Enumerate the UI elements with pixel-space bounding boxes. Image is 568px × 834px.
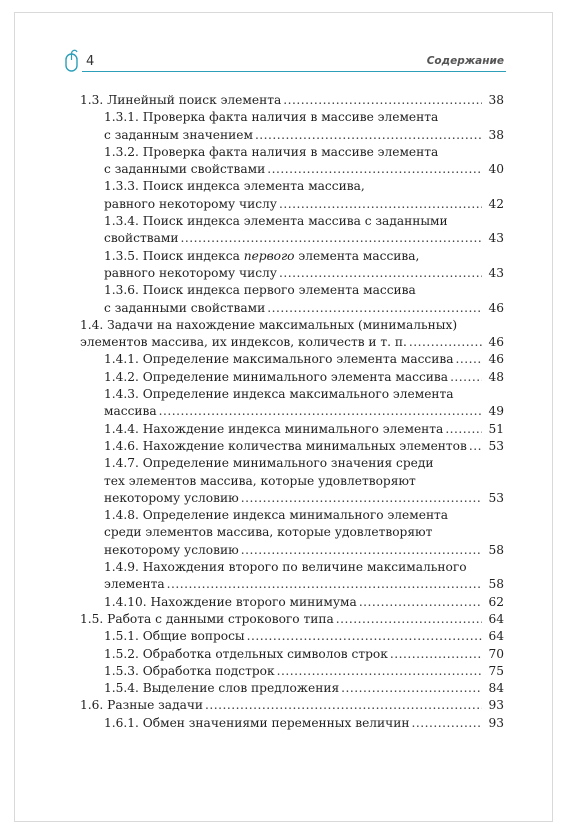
toc-entry[interactable] (80, 178, 504, 213)
dot-leader (205, 697, 482, 714)
toc-entry[interactable] (80, 680, 504, 697)
toc-entry-title: равного некоторому числу (104, 265, 277, 280)
toc-entry-last-line (80, 334, 504, 351)
table-of-contents (80, 92, 504, 732)
toc-entry-last-line (104, 542, 504, 559)
toc-entry-line: 1.3.1. Проверка факта наличия в массиве элемента (104, 110, 439, 125)
mouse-icon (62, 48, 82, 74)
toc-entry-title: 1.6. Разные задачи (80, 698, 204, 713)
dot-leader (469, 438, 482, 455)
header-rule (82, 71, 506, 72)
toc-entry-title: 1.5. Работа с данными строкового типа (80, 611, 334, 626)
toc-entry-line: 1.4.8. Определение индекса минимального элемента (104, 508, 449, 523)
toc-entry-line: среди элементов массива, которые удовлетворяют (104, 525, 433, 540)
toc-entry-title: 1.5.3. Обработка подстрок (104, 663, 275, 678)
toc-entry-last-line (104, 369, 504, 386)
dot-leader (279, 196, 482, 213)
toc-entry[interactable] (80, 248, 504, 283)
toc-entry[interactable] (80, 715, 504, 732)
toc-entry[interactable] (80, 351, 504, 368)
toc-entry-line: 1.3.5. Поиск индекса первого элемента массива, (104, 248, 420, 263)
toc-entry[interactable] (80, 628, 504, 645)
toc-page-number: 51 (488, 421, 504, 436)
toc-page-number: 43 (488, 265, 504, 280)
dot-leader (283, 92, 482, 109)
dot-leader (267, 161, 482, 178)
toc-page-number: 64 (488, 611, 504, 626)
running-header-title: Содержание (426, 55, 504, 67)
toc-entry-title: некоторому условию (104, 542, 239, 557)
toc-entry-title: массива (104, 404, 157, 419)
toc-entry[interactable] (80, 438, 504, 455)
toc-entry[interactable] (80, 386, 504, 421)
toc-page-number: 38 (488, 93, 504, 107)
toc-page-number: 58 (488, 577, 504, 592)
toc-entry-title: с заданными свойствами (104, 300, 266, 315)
toc-entry-last-line (80, 92, 504, 109)
toc-entry[interactable] (80, 611, 504, 628)
toc-entry[interactable] (80, 697, 504, 714)
toc-entry[interactable] (80, 369, 504, 386)
toc-entry-title: 1.4.1. Определение максимального элемента массива (104, 352, 454, 367)
toc-page-number: 64 (488, 629, 504, 644)
dot-leader (411, 715, 482, 732)
toc-entry[interactable] (80, 282, 504, 317)
toc-entry-last-line (104, 230, 504, 247)
toc-page-number: 84 (488, 681, 504, 696)
dot-leader (267, 300, 482, 317)
toc-entry-last-line (104, 490, 504, 507)
dot-leader (445, 421, 482, 438)
toc-page-number: 75 (488, 663, 504, 678)
dot-leader (450, 369, 482, 386)
dot-leader (359, 594, 482, 611)
toc-entry-line: 1.3.6. Поиск индекса первого элемента массива (104, 283, 416, 298)
toc-entry-line: 1.3.2. Проверка факта наличия в массиве элемента (104, 144, 439, 159)
toc-entry-title: 1.4.2. Определение минимального элемента массива (104, 369, 449, 384)
toc-page-number: 43 (488, 231, 504, 246)
toc-entry-last-line (104, 161, 504, 178)
toc-entry-title: 1.6.1. Обмен значениями переменных величин (104, 715, 410, 730)
toc-entry[interactable] (80, 317, 504, 352)
dot-leader (159, 403, 482, 420)
toc-page-number: 53 (488, 490, 504, 505)
toc-entry[interactable] (80, 455, 504, 507)
toc-entry[interactable] (80, 144, 504, 179)
toc-entry-line: 1.4.9. Нахождения второго по величине максимального (104, 560, 467, 575)
toc-entry-line: 1.4. Задачи на нахождение максимальных (минимальных) (80, 317, 458, 332)
dot-leader (241, 542, 482, 559)
toc-page-number: 62 (488, 594, 504, 609)
toc-entry[interactable] (80, 646, 504, 663)
toc-entry-last-line (104, 628, 504, 645)
toc-entry-title: с заданным значением (104, 127, 253, 142)
toc-entry-last-line (104, 196, 504, 213)
toc-page-number: 93 (488, 715, 504, 730)
toc-entry-last-line (104, 265, 504, 282)
dot-leader (456, 351, 482, 368)
toc-entry-last-line (104, 421, 504, 438)
toc-entry-last-line (80, 697, 504, 714)
toc-entry-title: элемента (104, 577, 165, 592)
toc-page-number: 48 (488, 369, 504, 384)
toc-page-number: 93 (488, 698, 504, 713)
toc-entry-title: равного некоторому числу (104, 196, 277, 211)
dot-leader (409, 334, 482, 351)
dot-leader (336, 611, 482, 628)
toc-entry[interactable] (80, 507, 504, 559)
toc-entry-last-line (104, 127, 504, 144)
toc-entry[interactable] (80, 92, 504, 109)
toc-page-number: 46 (488, 352, 504, 367)
toc-entry[interactable] (80, 663, 504, 680)
page-number: 4 (86, 54, 95, 69)
toc-entry-last-line (104, 438, 504, 455)
dot-leader (390, 646, 482, 663)
toc-entry[interactable] (80, 421, 504, 438)
toc-entry[interactable] (80, 213, 504, 248)
toc-entry-title: с заданными свойствами (104, 162, 266, 177)
toc-entry-last-line (104, 351, 504, 368)
dot-leader (279, 265, 482, 282)
toc-entry-line: 1.4.7. Определение минимального значения среди (104, 456, 434, 471)
dot-leader (247, 628, 482, 645)
toc-entry-title: 1.4.4. Нахождение индекса минимального элемента (104, 421, 444, 436)
dot-leader (341, 680, 482, 697)
dot-leader (255, 127, 482, 144)
toc-entry-last-line (104, 715, 504, 732)
toc-page-number: 58 (488, 542, 504, 557)
toc-entry-line: 1.3.3. Поиск индекса элемента массива, (104, 179, 365, 194)
toc-entry-last-line (104, 663, 504, 680)
toc-page-number: 46 (488, 335, 504, 350)
toc-entry-title: элементов массива, их индексов, количеств и т. п. (80, 335, 407, 350)
toc-entry-title: 1.4.10. Нахождение второго минимума (104, 594, 357, 609)
toc-page-number: 42 (488, 196, 504, 211)
toc-entry-title: 1.5.4. Выделение слов предложения (104, 681, 340, 696)
toc-page-number: 49 (488, 404, 504, 419)
toc-entry-line: 1.4.3. Определение индекса максимального элемента (104, 387, 454, 402)
toc-entry-last-line (104, 646, 504, 663)
toc-page-number: 53 (488, 438, 504, 453)
dot-leader (167, 576, 482, 593)
toc-entry[interactable] (80, 594, 504, 611)
toc-entry[interactable] (80, 559, 504, 594)
toc-entry-last-line (104, 576, 504, 593)
toc-entry-line: тех элементов массива, которые удовлетворяют (104, 473, 416, 488)
toc-page-number: 38 (488, 127, 504, 142)
dot-leader (241, 490, 482, 507)
toc-entry-title: 1.5.1. Общие вопросы (104, 629, 245, 644)
dot-leader (277, 663, 482, 680)
toc-entry-title: 1.3. Линейный поиск элемента (80, 93, 282, 107)
toc-entry-last-line (80, 611, 504, 628)
toc-entry-title: 1.4.6. Нахождение количества минимальных элементов (104, 438, 467, 453)
toc-entry-last-line (104, 403, 504, 420)
toc-entry[interactable] (80, 109, 504, 144)
toc-entry-title: свойствами (104, 231, 179, 246)
toc-entry-last-line (104, 300, 504, 317)
toc-entry-last-line (104, 594, 504, 611)
toc-entry-title: некоторому условию (104, 490, 239, 505)
dot-leader (180, 230, 482, 247)
toc-entry-line: 1.3.4. Поиск индекса элемента массива с заданными (104, 214, 448, 229)
toc-page-number: 70 (488, 646, 504, 661)
toc-entry-title: 1.5.2. Обработка отдельных символов строк (104, 646, 388, 661)
toc-page-number: 46 (488, 300, 504, 315)
toc-entry-last-line (104, 680, 504, 697)
toc-page-number: 40 (488, 162, 504, 177)
